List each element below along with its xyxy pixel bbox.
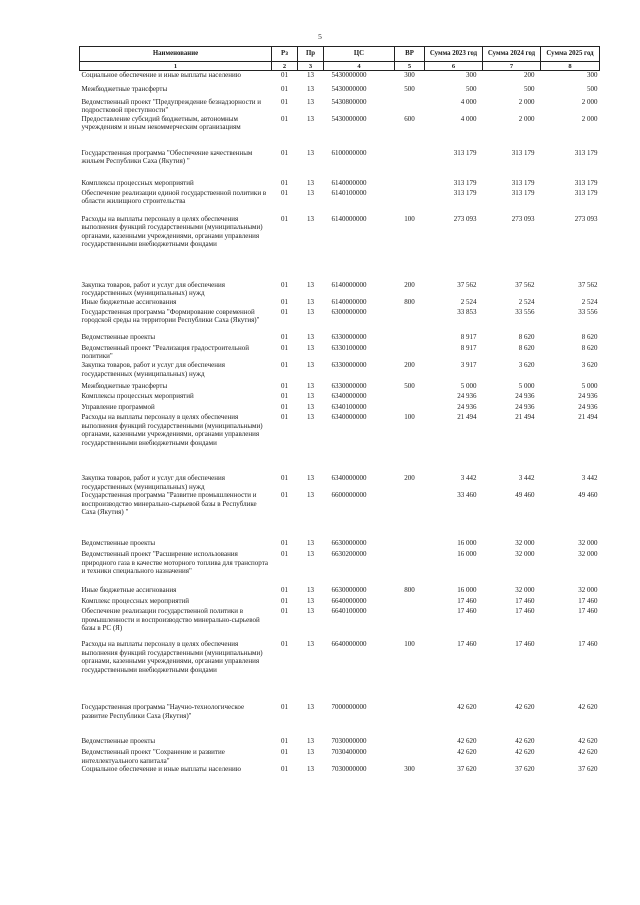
table-row [80,737,600,748]
row-name: Расходы на выплаты персоналу в целях обеспечения выполнения функций государственными (муниципальными) органами, казенными учреждениями, органами управления государственными внебюджетными фондами [81,214,263,249]
table-row [80,640,600,703]
row-sum-2025: 42 620 [578,737,598,746]
table-row [80,85,600,98]
row-name: Закупка товаров, работ и услуг для обеспечения государственных (муниципальных) нужд [81,280,225,298]
row-expense-type: 800 [404,297,415,306]
row-target-code: 7030000000 [331,737,367,746]
row-subsection-code: 13 [307,586,314,595]
row-sum-2025: 17 460 [578,607,598,616]
row-expense-type: 500 [404,84,415,93]
row-sum-2025: 313 179 [574,178,598,187]
row-name: Ведомственные проекты [81,737,156,746]
row-name: Обеспечение реализации государственной политики в промышленности и воспроизводство минерально-сырьевой базы в РС (Я) [81,607,260,633]
row-sum-2023: 313 179 [453,178,477,187]
column-number: 5 [395,62,425,71]
row-target-code: 7000000000 [331,703,367,712]
row-target-code: 5430000000 [324,71,395,85]
row-expense-type [395,333,425,344]
table-row [80,748,600,765]
row-sum-2023: 3 442 [460,474,477,483]
row-name: Закупка товаров, работ и услуг для обеспечения государственных (муниципальных) нужд [81,361,225,378]
row-sum-2023: 273 093 [453,214,477,223]
row-expense-type [395,539,425,550]
row-target-code: 6300000000 [331,307,367,316]
row-sum-2024: 37 562 [515,280,535,289]
row-sum-2025: 42 620 [578,748,598,757]
row-target-code: 6140000000 [331,280,367,289]
header-rz: Рз [272,47,298,62]
column-number-row [80,62,600,71]
row-section-code: 01 [281,607,288,616]
row-name: Государственная программа "Формирование современной городской среды на территории Республики Саха (Якутия)" [81,307,260,325]
row-subsection-code: 13 [307,280,314,289]
row-sum-2023: 300 [425,71,483,85]
row-name: Управление программой [81,403,155,412]
table-row [80,71,600,85]
header-row [80,47,600,62]
row-target-code: 6630000000 [331,586,367,595]
row-target-code: 6330100000 [331,343,367,352]
table-row [80,382,600,392]
row-name: Ведомственный проект "Предупреждение безнадзорности и подростковой преступности" [81,97,262,115]
row-section-code: 01 [281,539,288,548]
row-sum-2023: 37 620 [457,765,477,774]
table-row [80,344,600,361]
row-sum-2024: 24 936 [515,392,535,401]
row-expense-type [395,149,425,179]
column-number: 1 [80,62,272,71]
budget-table [79,46,600,774]
row-expense-type [395,703,425,737]
row-sum-2025: 32 000 [578,539,598,548]
row-name: Иные бюджетные ассигнования [81,586,177,595]
row-target-code: 6600000000 [331,491,367,500]
row-subsection-code: 13 [307,539,314,548]
row-subsection-code: 13 [307,550,314,559]
row-sum-2023: 500 [466,84,477,93]
row-subsection-code: 13 [307,640,314,649]
row-target-code: 6640000000 [331,640,367,649]
row-target-code: 6340000000 [331,474,367,483]
row-sum-2024: 37 620 [515,765,535,774]
header-cs: ЦС [324,47,395,62]
row-expense-type: 100 [404,214,415,223]
row-sum-2025: 37 620 [578,765,598,774]
row-sum-2023: 42 620 [457,703,477,712]
row-section-code: 01 [281,332,288,341]
table-row [80,607,600,640]
row-sum-2025: 273 093 [574,214,598,223]
row-subsection-code: 13 [307,178,314,187]
row-sum-2023: 33 853 [457,307,477,316]
row-name: Ведомственные проекты [81,332,156,341]
row-expense-type: 500 [404,382,415,391]
row-expense-type: 800 [404,586,415,595]
row-target-code: 6140000000 [331,178,367,187]
row-sum-2024: 200 [483,71,541,85]
row-subsection-code: 13 [307,84,314,93]
row-sum-2023: 21 494 [457,413,477,422]
row-subsection-code: 13 [307,737,314,746]
row-section-code: 01 [281,84,288,93]
row-expense-type: 300 [404,765,415,774]
row-expense-type [395,308,425,333]
column-number: 6 [425,62,483,71]
row-sum-2024: 17 460 [515,640,535,649]
row-subsection-code: 13 [307,297,314,306]
row-section-code: 01 [281,640,288,649]
row-sum-2023: 16 000 [457,550,477,559]
table-row [80,597,600,607]
row-sum-2024: 8 620 [518,343,535,352]
row-name: Закупка товаров, работ и услуг для обеспечения государственных (муниципальных) нужд [81,474,225,491]
table-row [80,491,600,539]
table-row [80,115,600,149]
table-row [80,392,600,403]
header-vr: ВР [395,47,425,62]
row-name: Государственная программа "Развитие промышленности и воспроизводство минерально-сырьевой базы в Республике Саха (Якутия) " [81,491,257,517]
row-sum-2024: 49 460 [515,491,535,500]
table-row [80,703,600,737]
row-subsection-code: 13 [307,97,314,106]
row-target-code: 6140100000 [331,188,367,197]
row-name: Предоставление субсидий бюджетным, автономным учреждениям и иным некоммерческим организациям [81,114,241,132]
row-section-code: 01 [281,178,288,187]
row-name: Ведомственные проекты [81,539,156,548]
row-sum-2023: 313 179 [453,188,477,197]
column-number: 2 [272,62,298,71]
row-expense-type [395,189,425,215]
row-section-code: 01 [281,748,288,757]
row-expense-type: 200 [404,280,415,289]
row-section-code: 01 [281,97,288,106]
row-subsection-code: 13 [307,332,314,341]
row-name: Ведомственный проект "Реализация градостроительной политики" [81,343,249,361]
row-target-code: 6630000000 [331,539,367,548]
row-target-code: 5430000000 [331,114,367,123]
row-section-code: 01 [281,188,288,197]
row-section-code: 01 [281,550,288,559]
column-number: 8 [541,62,600,71]
table-row [80,474,600,491]
table-row [80,98,600,115]
row-section-code: 01 [281,403,288,412]
row-sum-2025: 2 524 [581,297,598,306]
table-row [80,539,600,550]
row-target-code: 6640100000 [331,607,367,616]
table-row [80,281,600,298]
row-sum-2024: 21 494 [515,413,535,422]
table-row [80,403,600,413]
row-section-code: 01 [281,307,288,316]
row-section-code: 01 [281,214,288,223]
row-sum-2025: 32 000 [578,586,598,595]
row-subsection-code: 13 [307,361,314,370]
table-row [80,333,600,344]
header-pr: Пр [298,47,324,62]
row-sum-2025: 8 620 [581,343,598,352]
header-sum-2023: Сумма 2023 год [425,47,483,62]
row-subsection-code: 13 [298,71,324,85]
row-sum-2025: 3 442 [581,474,598,483]
row-sum-2023: 17 460 [457,607,477,616]
row-expense-type [395,607,425,640]
row-expense-type [395,491,425,539]
row-sum-2023: 42 620 [457,748,477,757]
row-sum-2023: 17 460 [457,640,477,649]
row-target-code: 6140000000 [331,214,367,223]
row-sum-2024: 33 556 [515,307,535,316]
row-subsection-code: 13 [307,382,314,391]
row-section-code: 01 [281,491,288,500]
row-name: Межбюджетные трансферты [81,382,168,391]
row-sum-2024: 500 [524,84,535,93]
table-row [80,413,600,474]
row-sum-2024: 313 179 [511,188,535,197]
row-sum-2025: 8 620 [581,332,598,341]
row-sum-2024: 5 000 [518,382,535,391]
row-subsection-code: 13 [307,703,314,712]
row-sum-2023: 4 000 [460,97,477,106]
row-sum-2024: 42 620 [515,748,535,757]
row-sum-2025: 37 562 [578,280,598,289]
row-target-code: 6100000000 [331,148,367,157]
row-sum-2025: 2 000 [581,114,598,123]
row-expense-type: 300 [395,71,425,85]
table-row [80,189,600,215]
column-number: 7 [483,62,541,71]
row-sum-2024: 42 620 [515,703,535,712]
row-sum-2025: 49 460 [578,491,598,500]
row-section-code: 01 [281,413,288,422]
row-target-code: 6640000000 [331,597,367,606]
row-subsection-code: 13 [307,474,314,483]
column-number: 4 [324,62,395,71]
row-sum-2024: 3 620 [518,361,535,370]
row-subsection-code: 13 [307,214,314,223]
row-expense-type: 200 [404,474,415,483]
row-section-code: 01 [281,343,288,352]
row-expense-type: 100 [404,413,415,422]
row-target-code: 6340000000 [331,392,367,401]
row-expense-type [395,344,425,361]
row-expense-type: 600 [404,114,415,123]
row-expense-type [395,403,425,413]
row-sum-2025: 500 [587,84,598,93]
row-expense-type [395,98,425,115]
row-expense-type [395,597,425,607]
row-sum-2024: 32 000 [515,539,535,548]
row-name: Комплексы процессных мероприятий [81,392,194,401]
table-row [80,298,600,308]
row-sum-2025: 313 179 [574,188,598,197]
row-section-code: 01 [281,361,288,370]
row-section-code: 01 [281,765,288,774]
row-sum-2025: 42 620 [578,703,598,712]
row-subsection-code: 13 [307,148,314,157]
row-sum-2025: 17 460 [578,640,598,649]
row-name: Иные бюджетные ассигнования [81,297,177,306]
row-section-code: 01 [272,71,298,85]
row-sum-2025: 17 460 [578,597,598,606]
page-number: 5 [318,32,322,41]
row-name: Социальное обеспечение и иные выплаты населению [80,71,272,85]
row-section-code: 01 [281,297,288,306]
row-name: Государственная программа "Научно-технологическое развитие Республики Саха (Якутия)" [81,703,245,720]
row-section-code: 01 [281,703,288,712]
row-sum-2025: 24 936 [578,403,598,412]
row-section-code: 01 [281,474,288,483]
row-sum-2023: 2 524 [460,297,477,306]
table-row [80,550,600,586]
row-section-code: 01 [281,597,288,606]
row-sum-2023: 24 936 [457,392,477,401]
table-row [80,215,600,281]
row-subsection-code: 13 [307,748,314,757]
row-target-code: 6340000000 [331,413,367,422]
row-sum-2025: 24 936 [578,392,598,401]
row-subsection-code: 13 [307,114,314,123]
row-sum-2024: 24 936 [515,403,535,412]
row-sum-2024: 273 093 [511,214,535,223]
row-subsection-code: 13 [307,607,314,616]
row-sum-2024: 8 620 [518,332,535,341]
row-sum-2023: 17 460 [457,597,477,606]
row-section-code: 01 [281,382,288,391]
row-sum-2023: 16 000 [457,586,477,595]
row-sum-2025: 5 000 [581,382,598,391]
row-sum-2024: 2 000 [518,114,535,123]
row-sum-2025: 313 179 [574,148,598,157]
row-sum-2023: 8 917 [460,343,477,352]
table-row [80,179,600,189]
row-target-code: 6330000000 [331,361,367,370]
row-name: Ведомственный проект "Сохранение и развитие интеллектуального капитала" [81,748,225,765]
row-sum-2023: 24 936 [457,403,477,412]
row-target-code: 7030400000 [331,748,367,757]
table-row [80,586,600,597]
row-sum-2023: 5 000 [460,382,477,391]
row-sum-2025: 21 494 [578,413,598,422]
row-sum-2025: 2 000 [581,97,598,106]
row-subsection-code: 13 [307,491,314,500]
row-name: Межбюджетные трансферты [81,84,168,93]
column-number: 3 [298,62,324,71]
row-section-code: 01 [281,148,288,157]
row-sum-2023: 313 179 [453,148,477,157]
row-subsection-code: 13 [307,343,314,352]
row-expense-type: 200 [404,361,415,370]
row-sum-2024: 313 179 [511,148,535,157]
row-target-code: 7030000000 [331,765,367,774]
row-target-code: 6330000000 [331,332,367,341]
row-sum-2023: 8 917 [460,332,477,341]
table-row [80,308,600,333]
row-expense-type [395,748,425,765]
row-sum-2023: 3 917 [460,361,477,370]
header-name: Наименование [80,47,272,62]
row-name: Социальное обеспечение и иные выплаты населению [81,765,241,774]
row-subsection-code: 13 [307,597,314,606]
table-row [80,361,600,382]
table-row [80,149,600,179]
row-sum-2023: 37 562 [457,280,477,289]
row-section-code: 01 [281,280,288,289]
row-name: Расходы на выплаты персоналу в целях обеспечения выполнения функций государственными (муниципальными) органами, казенными учреждениями, органами управления государственными внебюджетными фондами [81,413,263,447]
row-sum-2024: 32 000 [515,550,535,559]
row-target-code: 6330000000 [331,382,367,391]
row-section-code: 01 [281,586,288,595]
header-sum-2025: Сумма 2025 год [541,47,600,62]
row-subsection-code: 13 [307,765,314,774]
row-target-code: 5430800000 [331,97,367,106]
row-expense-type [395,392,425,403]
row-expense-type: 100 [404,640,415,649]
row-name: Государственная программа "Обеспечение качественным жильем Республики Саха (Якутия) " [81,148,253,166]
row-name: Расходы на выплаты персоналу в целях обеспечения выполнения функций государственными (муниципальными) органами, казенными учреждениями, органами управления государственными внебюджетными фондами [81,640,263,675]
row-section-code: 01 [281,737,288,746]
row-sum-2025: 3 620 [581,361,598,370]
row-sum-2024: 32 000 [515,586,535,595]
row-expense-type [395,737,425,748]
row-sum-2023: 16 000 [457,539,477,548]
row-expense-type [395,550,425,586]
row-subsection-code: 13 [307,392,314,401]
row-target-code: 6140000000 [331,297,367,306]
row-name: Обеспечение реализации единой государственной политики в области жилищного строительства [81,188,267,206]
row-sum-2024: 17 460 [515,597,535,606]
row-target-code: 6630200000 [331,550,367,559]
row-sum-2024: 2 000 [518,97,535,106]
row-sum-2023: 42 620 [457,737,477,746]
row-sum-2025: 33 556 [578,307,598,316]
row-target-code: 6340100000 [331,403,367,412]
row-sum-2024: 42 620 [515,737,535,746]
row-name: Комплекс процессных мероприятий [81,597,190,606]
row-expense-type [395,179,425,189]
row-sum-2023: 4 000 [460,114,477,123]
row-name: Ведомственный проект "Расширение использования природного газа в качестве моторного топлива для транспорта и техники специального назначения" [81,550,268,576]
row-sum-2023: 33 460 [457,491,477,500]
row-sum-2024: 17 460 [515,607,535,616]
row-subsection-code: 13 [307,413,314,422]
row-name: Комплексы процессных мероприятий [81,178,194,187]
row-subsection-code: 13 [307,188,314,197]
row-sum-2025: 300 [541,71,600,85]
row-sum-2025: 32 000 [578,550,598,559]
table-row [80,765,600,774]
header-sum-2024: Сумма 2024 год [483,47,541,62]
row-sum-2024: 2 524 [518,297,535,306]
row-sum-2024: 313 179 [511,178,535,187]
row-section-code: 01 [281,114,288,123]
row-target-code: 5430000000 [331,84,367,93]
row-subsection-code: 13 [307,307,314,316]
row-section-code: 01 [281,392,288,401]
row-sum-2024: 3 442 [518,474,535,483]
row-subsection-code: 13 [307,403,314,412]
